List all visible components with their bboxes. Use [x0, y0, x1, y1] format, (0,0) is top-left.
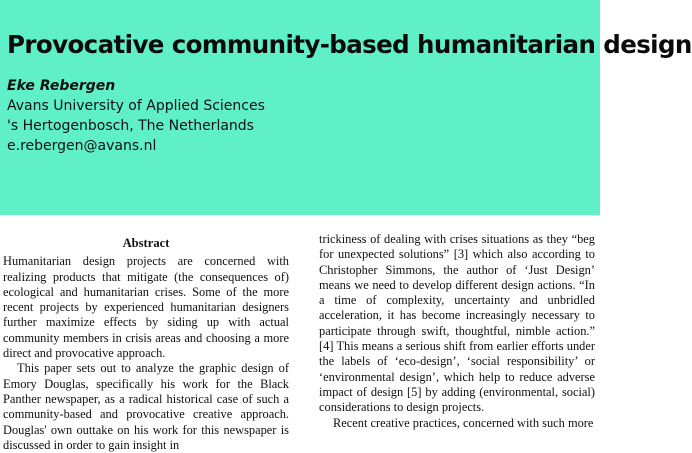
abstract-heading: Abstract	[122, 236, 170, 250]
author-affiliation: Avans University of Applied Sciences	[7, 98, 265, 114]
author-name: Eke Rebergen	[7, 78, 116, 94]
author-location: 's Hertogenbosch, The Netherlands	[7, 118, 254, 134]
paper-title: Provocative community-based humanitarian design	[7, 30, 692, 59]
author-email: e.rebergen@avans.nl	[7, 138, 157, 154]
title-banner	[0, 0, 692, 215]
body-paragraph-2: Recent creative practices, concerned with such more	[333, 415, 594, 430]
body-paragraph-1: trickiness of dealing with crises situations as they “beg for unexpected solutions” [3] which also according to Christopher Simmons, the author of ‘Just Design’ means we need to develop different design actions. “In a time of complexity, uncertainty and unbridled acceleration, it has become increasingly necessary to participate through swift, thoughtful, nimble action.” [4] This means a serious shift from earlier efforts under the labels of ‘eco-design’, ‘social responsibility’ or ‘environmental design’, which help to reduce adverse impact of design [5] by adding (environmental, social) considerations to design projects.	[319, 232, 595, 415]
abstract-paragraph-2: This paper sets out to analyze the graphic design of Emory Douglas, specifically his work for the Black Panther newspaper, as a radical historical case of such a community-based and provocative creative approach. Douglas' own outtake on his work for this newspaper is discussed in order to gain insight in	[3, 361, 289, 452]
right-column	[319, 232, 595, 431]
author-block	[7, 76, 407, 156]
abstract-paragraph-1: Humanitarian design projects are concerned with realizing products that mitigate (the consequences of) ecological and humanitarian crises. Some of the more recent projects by experienced humanitarian designers further maximize effects by siding up with actual community members in crisis areas and choosing a more direct and provocative approach.	[3, 254, 289, 361]
left-column	[3, 232, 289, 453]
